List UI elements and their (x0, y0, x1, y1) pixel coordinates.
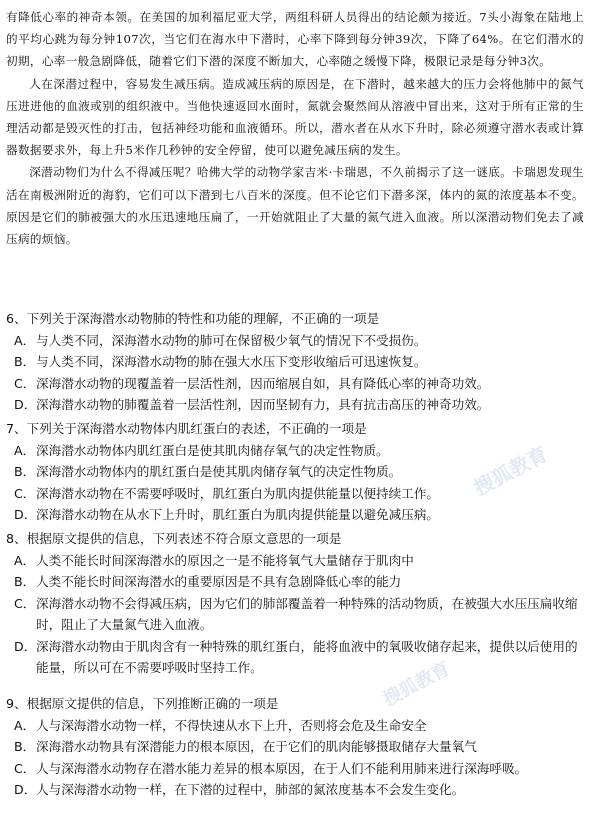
option-letter: A． (14, 717, 36, 733)
option-b (6, 736, 584, 758)
option-letter: A． (14, 552, 36, 568)
option-letter: B． (14, 354, 36, 369)
option-text: 深海潜水动物体内肌红蛋白是使其肌肉储存氧气的决定性物质。 (36, 442, 389, 458)
passage-paragraph-1: 有降低心率的神奇本领。在美国的加利福尼亚大学，两组科研人员得出的结论颇为接近。7头小海象在陆地上的平均心跳为每分钟107次，当它们在海水中下潜时，心率下降到每分钟39次，下降了64%。在它们潜水的初期，心率一般急剧降低，随着它们下潜的深度不断加大，心率随之缓慢下降，极限记录是每分钟3次。 (6, 10, 584, 69)
option-b (6, 571, 584, 593)
option-c (6, 373, 584, 395)
question-stem: 9、根据原文提供的信息，下列推断正确的一项是 (6, 696, 279, 711)
option-letter: B． (14, 464, 36, 479)
option-c (6, 758, 584, 780)
question-7 (6, 418, 584, 526)
option-d (6, 394, 584, 416)
option-letter: C． (14, 595, 36, 611)
passage-paragraph-3: 深潜动物们为什么不得减压呢？哈佛大学的动物学家吉米·卡瑞恩，不久前揭示了这一谜底。卡瑞恩发现生活在南极洲附近的海豹，它们可以下潜到七八百米的深度。但不论它们下潜多深，体内的氮的浓度基本不变。原因是它们的肺被强大的水压迅速地压扁了，一开始就阻止了大量的氮气进入血液。所以深潜动物们免去了减压病的烦恼。 (6, 165, 584, 247)
option-text: 深海潜水动物由于肌肉含有一种特殊的肌红蛋白，能将血液中的氧吸收储存起来，提供以后使用的能量，所以可在不需要呼吸时坚持工作。 (36, 638, 578, 675)
passage-block (6, 6, 584, 250)
option-text: 深海潜水动物在不需要呼吸时，肌红蛋白为肌肉提供能量以便持续工作。 (36, 485, 439, 501)
option-text: 人类不能长时间深海潜水的重要原因是不具有急剧降低心率的能力 (36, 574, 402, 589)
option-c (6, 483, 584, 505)
question-8 (6, 528, 584, 679)
option-text: 人类不能长时间深海潜水的原因之一是不能将氧气大量储存于肌肉中 (36, 552, 414, 568)
option-letter: C． (14, 485, 36, 501)
option-a (6, 330, 584, 352)
watermark-logo: 搜狐教育 (379, 658, 454, 711)
option-letter: D． (14, 782, 37, 797)
question-9 (6, 693, 584, 801)
option-text: 深海潜水动物在从水下上升时，肌红蛋白为肌肉提供能量以避免减压病。 (36, 507, 439, 522)
question-stem: 6、下列关于深海潜水动物肺的特性和功能的理解，不正确的一项是 (6, 311, 380, 326)
option-text: 深海潜水动物具有深潜能力的根本原因，在于它们的肌肉能够摄取储存大量氧气 (36, 739, 477, 754)
option-text: 深海潜水动物不会得减压病，因为它们的肺部覆盖着一种特殊的活动物质，在被强大水压压扁收缩时，阻止了大量氮气进入血液。 (36, 595, 578, 632)
option-letter: B． (14, 739, 36, 754)
option-a (6, 440, 584, 462)
option-letter: C． (14, 760, 36, 776)
option-letter: D． (14, 638, 37, 654)
option-b (6, 351, 584, 373)
question-6 (6, 308, 584, 416)
question-stem: 8、根据原文提供的信息，下列表述不符合原文意思的一项是 (6, 531, 342, 546)
option-d (6, 779, 584, 801)
option-letter: D． (14, 397, 37, 412)
option-a (6, 550, 584, 572)
option-text: 深海潜水动物的现覆盖着一层活性剂，因而缩展自如，具有降低心率的神奇功效。 (36, 375, 490, 391)
option-c (6, 593, 584, 636)
option-letter: B． (14, 574, 36, 589)
question-stem: 7、下列关于深海潜水动物体内肌红蛋白的表述，不正确的一项是 (6, 421, 367, 436)
option-text: 人与深海潜水动物一样，在下潜的过程中，肺部的氮浓度基本不会发生变化。 (36, 782, 465, 797)
option-text: 人与深海潜水动物一样，不得快速从水下上升，否则将会危及生命安全 (36, 717, 427, 733)
passage-paragraph-2: 人在深潜过程中，容易发生减压病。造成减压病的原因是，在下潜时，越来越大的压力会将他肺中的氮气压进进他的血液或别的组织液中。当他快速返回水面时，氮就会聚然间从溶液中冒出来，这对于所有正常的生理活动都是毁灭性的打击，包括神经功能和血液循环。所以，潜水者在从水下升时，除必须遵守潜水表或计算器数据要求外，每上升5米作几秒钟的安全停留，使可以避免减压病的发生。 (6, 76, 584, 158)
option-a (6, 715, 584, 737)
option-d (6, 636, 584, 679)
option-text: 深海潜水动物体内的肌红蛋白是使其肌肉储存氧气的决定性物质。 (36, 464, 402, 479)
watermark-logo: 搜狐教育 (469, 441, 552, 501)
option-letter: A． (14, 442, 36, 458)
option-text: 与人类不同，深海潜水动物的肺在强大水压下变形收缩后可迅速恢复。 (36, 354, 427, 369)
option-text: 人与深海潜水动物存在潜水能力差异的根本原因，在于人们不能利用肺来进行深海呼吸。 (36, 760, 528, 776)
option-text: 与人类不同，深海潜水动物的肺可在保留极少氧气的情况下不受损伤。 (36, 332, 427, 348)
option-letter: C． (14, 375, 36, 391)
option-d (6, 504, 584, 526)
option-letter: A． (14, 332, 36, 348)
option-text: 深海潜水动物的肺覆盖着一层活性剂，因而坚韧有力，具有抗击高压的神奇功效。 (36, 397, 490, 412)
option-b (6, 461, 584, 483)
option-letter: D． (14, 507, 37, 522)
